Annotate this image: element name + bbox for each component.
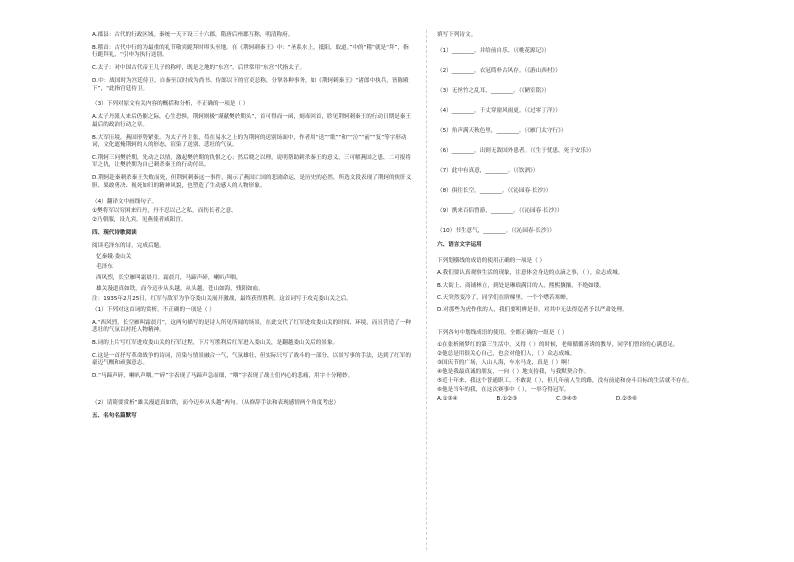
language-question-2-item-5: ⑤近十年来，我这个普通职工，不敢说（ ），但几年前人生的路，没有前途和奋斗目标的生活就不存在。 <box>437 377 693 384</box>
language-question-2-stem: 下列各句中划线成语的使用，全都正确的一组是（ ） <box>437 329 568 336</box>
question-4-sentence-2: ②乃朝服，设九宾，见燕使者咸阳宫。 <box>92 217 187 224</box>
language-question-2-item-3: ③国庆节的广场，人山人海，车水马龙，真是（ ）啊！ <box>437 359 573 366</box>
fill-item-4: （4）________，千丈穿窗风雨更。（《过零丁洋》） <box>437 108 561 115</box>
question-3-option-d: D.荆轲赴秦刺杀秦王失败而死，但荆轲刺秦这一事件，揭示了燕国亡国的悲剧命运，是历史的必然。所选文段表现了荆轲的侠肝义胆、果敢勇决、视死如归的精神风貌，也塑造了生动感人的人物形象。 <box>92 175 412 189</box>
fill-item-6: （6）________，出则无敌国外患者。（《生于忧患，死于安乐》） <box>437 148 595 155</box>
definition-c: C.太子：对中国古代帝王儿子的称呼，既是之地的“东宫”，后世常用“东宫”代指太子。 <box>92 65 306 72</box>
poem-author: 毛泽东 <box>96 264 113 271</box>
fill-item-3: （3）无丝竹之乱耳，________。（《陋室铭》） <box>437 88 550 95</box>
question-4-sentence-1: ①樊将军以穷困来归丹，丹不忍以己之私，而伤长者之意。 <box>92 208 237 214</box>
poem-note: 注：1935年2月25日，红军与敌军为争夺娄山关展开激战，最终获得胜利。这首词写于攻克娄山关之后。 <box>92 296 352 303</box>
definition-d: D.中：战国时为宫廷侍卫。自秦至汉时成为尚书、侍郎以下的官吏总称，分掌各种事务。如《荆轲刺秦王》“诸郎中执兵，皆陈殿下”，“此指宫廷侍卫。 <box>92 78 409 92</box>
language-question-1-stem: 下列划横线的成语的使用正确的一项是（ ） <box>437 257 546 264</box>
fill-item-10: （10）书生意气，________。（《沁园春·长沙》） <box>437 228 555 235</box>
language-question-2-item-6: ⑥他是当年的我，在这次赛事中（ ），一举夺得冠军。 <box>437 386 570 393</box>
poem-question-1-option-d: D.“马蹄声碎，喇叭声咽。”“碎”字表现了马蹄声急而细，“咽”字表现了战士们内心的悲痛，用字十分精妙。 <box>92 373 354 380</box>
language-question-2-item-2: ②他总是用很关心自己，也会对他们人，（ ）众志成城。 <box>437 351 576 358</box>
fill-item-1: （1）________，并给前自乐。（《桃花源记》） <box>437 48 550 55</box>
fill-intro: 填写下列诗文。 <box>437 32 477 38</box>
poem-question-1-option-b: B.词的上片写红军进攻娄山关的行军过程，下片写胜利后红军进入娄山关，是翻越娄山关后的景象。 <box>92 340 339 346</box>
question-3-option-b: B.大军压境，燕国形势紧张。为太子丹主张，苟在易水之上的为荆轲的送别场面中，作者用“送”“歌”“和”“泣”“前”“复”等字形动词，文化遮掩荆轲的人的形态，渲染了送别、悲壮的气氛。 <box>92 134 407 149</box>
question-4-stem: （4）翻译文中画线句子。 <box>92 198 158 205</box>
fill-item-7: （7）此中有真意，________。（《饮酒》） <box>437 168 539 175</box>
column-divider <box>426 30 427 550</box>
poem-question-1-option-c: C.这是一首抒写革命战争的诗词，渲染与情景融合一气，气氛雄壮，但实际只写了战斗的一部分，以景写事的手法，达到了红军的豪迈气概和顽强意志。 <box>92 352 411 367</box>
section-4-title: 四、现代诗歌阅读 <box>92 230 137 237</box>
section-6-title: 六、语言文字运用 <box>437 241 482 248</box>
poem-line-2: 雄关漫道真如铁，而今迈步从头越。从头越，苍山如海，残阳如血。 <box>96 285 264 292</box>
language-question-2-option-d: D.②⑤⑥ <box>615 396 637 403</box>
fill-item-5: （5）角声满天秋色里，________。（《雁门太守行》） <box>437 128 567 135</box>
section-5-title: 五、名句名篇默写 <box>92 413 137 420</box>
definition-a: A.郡县：古代的行政区域。秦统一天下设三十六郡，隋唐后州郡互称，明清称府。 <box>92 32 294 38</box>
fill-item-8: （8）俱往长空，________。（《沁园春·长沙》） <box>437 188 552 195</box>
question-3-option-c: C.荆轲三问樊於期，先动之以情，激起樊於期的仇恨之心；然后晓之以理，说明帮助刺杀秦王的意义，三可解燕国之患，二可报将军之仇，让樊於期为自己刺杀秦王的行动付出。 <box>92 154 411 169</box>
right-column <box>437 32 759 404</box>
language-question-1-option-c: C.天突然变冷了，同学们在阶梯里，一个个噤若寒蝉。 <box>437 294 572 301</box>
language-question-2-option-c: C.③④⑤ <box>556 396 577 403</box>
language-question-2-option-b: B.①②③ <box>496 396 518 403</box>
language-question-2-item-1: ①在张析阐梦红的第三生活中，又得（ ）的时候，老师循循善诱的教导，同学们曾经的心满意足。 <box>437 342 679 349</box>
poem-title: 忆秦娥·娄山关 <box>96 253 132 260</box>
poem-intro: 阅读毛泽东的诗，完成后题。 <box>92 243 165 250</box>
question-3-option-a: A.太子丹派人来后仍催之际，心生恐惧，荆轲则极“谨献樊於期头”，首可得而一函，刻毒回首，聆见荆轲刺秦王的行动日期是秦王最后的政治行动之章。 <box>92 114 411 128</box>
poem-block <box>92 243 414 303</box>
language-question-2-item-4: ④他是我最真诚的朋友，一向（ ）地支持我，与我默契合作。 <box>437 368 590 375</box>
question-3-stem: （3）下列对原文有关内容的概括和分析，不正确的一项是（ ） <box>92 101 249 108</box>
poem-question-1-stem: （1）下列对这首词的赏析，不正确的一项是（ ） <box>92 306 215 313</box>
language-question-1-option-d: D.对那些为虎作伥的人，我们要明辨是非，对其中无法得逞者予以严肃处理。 <box>437 307 628 314</box>
poem-question-1-option-a: A.“西风烈，长空雁叫霜晨月”，这两句描写的是诗人所见所闻的场景，在此交代了红军进攻娄山关的时间、环境，而且营造了一种悲壮的气氛以衬托人物精神。 <box>92 319 411 334</box>
language-question-1-option-b: B.大街上，商铺林立，到处是琳琅满目的人，熙熙攘攘，不绝如缕。 <box>437 282 605 289</box>
fill-item-2: （2）________，衣冠简朴古风存。（《游山西村》） <box>437 68 561 75</box>
language-question-1-option-a: A.我们要认真观察生活的现象，注意体会身边的点滴之事，（ ）。众志成城。 <box>437 270 624 277</box>
definition-b: B.稽首：古代中行的为最重的礼节敬宾跪拜时叩头至地。在《荆轲刺秦王》中：“圣系水上，抵阳，取道。”中的“稽”就是“拜”，指行跪拜礼，“引申为执行送别。 <box>92 44 409 59</box>
language-question-2-options <box>437 396 637 403</box>
fill-item-9: （9）携来百侣曾游，________。（《沁园春·长沙》） <box>437 208 563 215</box>
poem-line-1: 西风烈，长空雁叫霜晨月。霜晨月，马蹄声碎，喇叭声咽。 <box>96 275 242 281</box>
left-column <box>92 32 414 426</box>
poem-question-2: （2）请简要赏析“雄关漫道真如铁，而今迈步从头越”两句。（从修辞手法和表现感情两个角度考虑） <box>92 400 340 407</box>
language-question-2-option-a: A.①③④ <box>437 396 458 403</box>
